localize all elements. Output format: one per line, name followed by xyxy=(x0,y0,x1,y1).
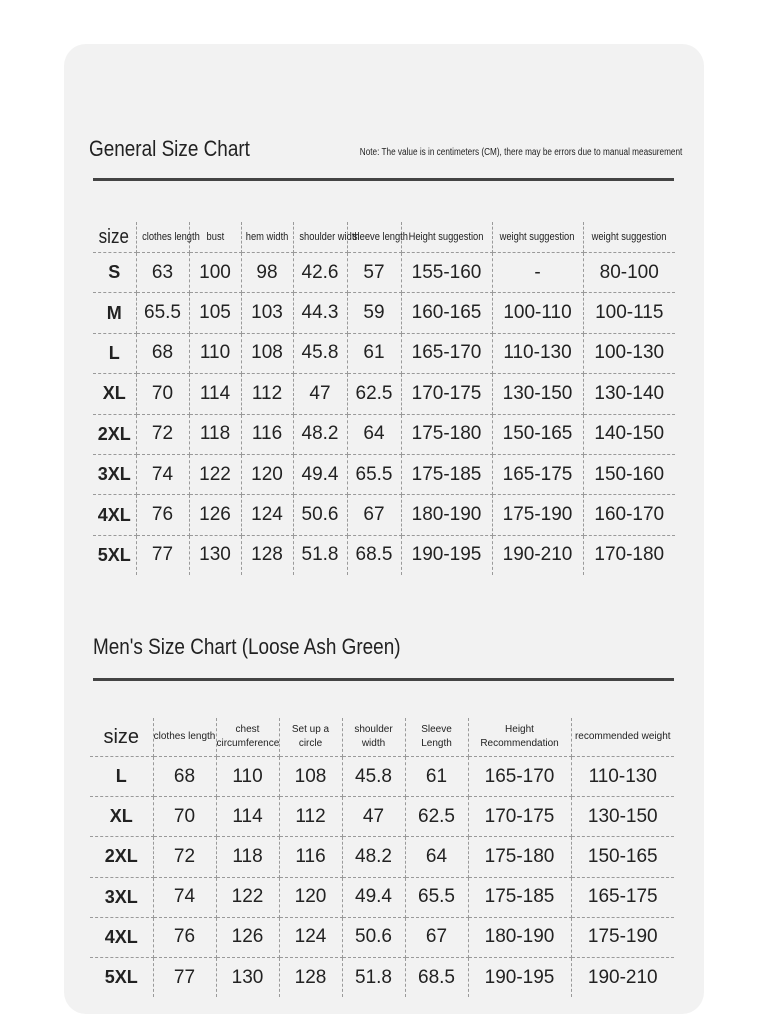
header-shoulder-width: shoulder width xyxy=(342,718,405,757)
table-cell: 42.6 xyxy=(293,253,347,293)
table-cell: 65.5 xyxy=(347,454,401,494)
size-label-cell: XL xyxy=(93,374,136,414)
table-cell: 155-160 xyxy=(401,253,492,293)
table-cell: 122 xyxy=(189,454,241,494)
table-cell: 76 xyxy=(136,495,189,535)
table-row xyxy=(93,374,675,414)
table-row xyxy=(93,414,675,454)
table-cell: 100 xyxy=(189,253,241,293)
header-recommended-weight: recommended weight xyxy=(571,718,674,757)
table-cell: 62.5 xyxy=(405,797,468,837)
table-cell: 118 xyxy=(216,837,279,877)
table-cell: 165-175 xyxy=(571,877,674,917)
mens-title-divider xyxy=(93,678,674,681)
table-cell: 140-150 xyxy=(583,414,675,454)
general-header-row xyxy=(93,222,675,253)
table-cell: 122 xyxy=(216,877,279,917)
measurement-note: Note: The value is in centimeters (CM), there may be errors due to manual measurement xyxy=(359,147,682,158)
table-cell: 160-170 xyxy=(583,495,675,535)
table-cell: 59 xyxy=(347,293,401,333)
table-cell: 67 xyxy=(347,495,401,535)
header-weight-suggestion-2: weight suggestion xyxy=(583,222,675,253)
table-cell: 110-130 xyxy=(571,757,674,797)
header-sleeve-length: Sleeve Length xyxy=(405,718,468,757)
header-size: size xyxy=(93,222,136,253)
table-cell: 47 xyxy=(342,797,405,837)
table-cell: 70 xyxy=(153,797,216,837)
table-cell: 105 xyxy=(189,293,241,333)
size-label-cell: 4XL xyxy=(90,917,153,957)
table-cell: 100-130 xyxy=(583,333,675,373)
header-hem-width: hem width xyxy=(241,222,293,253)
table-cell: 68.5 xyxy=(405,957,468,997)
table-cell: 110-130 xyxy=(492,333,583,373)
table-cell: 70 xyxy=(136,374,189,414)
table-row xyxy=(90,757,674,797)
table-row xyxy=(90,877,674,917)
table-cell: 112 xyxy=(279,797,342,837)
table-cell: 45.8 xyxy=(342,757,405,797)
table-cell: 165-170 xyxy=(468,757,571,797)
table-cell: 110 xyxy=(189,333,241,373)
table-cell: 48.2 xyxy=(342,837,405,877)
table-cell: 61 xyxy=(347,333,401,373)
table-cell: 50.6 xyxy=(293,495,347,535)
table-cell: 116 xyxy=(279,837,342,877)
table-cell: 130 xyxy=(189,535,241,575)
table-cell: 74 xyxy=(136,454,189,494)
table-cell: 175-180 xyxy=(468,837,571,877)
table-cell: 45.8 xyxy=(293,333,347,373)
table-cell: 190-210 xyxy=(587,966,658,988)
table-cell: 126 xyxy=(216,917,279,957)
table-cell: 47 xyxy=(293,374,347,414)
table-cell: 48.2 xyxy=(293,414,347,454)
table-cell: 150-165 xyxy=(492,414,583,454)
general-title-divider xyxy=(93,178,674,181)
table-cell: 51.8 xyxy=(342,957,405,997)
table-cell: 130-150 xyxy=(492,374,583,414)
table-cell: 68 xyxy=(153,757,216,797)
table-row xyxy=(93,333,675,373)
table-cell: 130-150 xyxy=(571,797,674,837)
table-cell: 63 xyxy=(136,253,189,293)
table-row xyxy=(93,454,675,494)
table-cell: 128 xyxy=(279,957,342,997)
table-cell: 112 xyxy=(241,374,293,414)
table-row xyxy=(90,837,674,877)
table-cell: 110 xyxy=(216,757,279,797)
general-size-table xyxy=(93,222,675,575)
table-cell: 108 xyxy=(241,333,293,373)
header-chest-circumference: chest circumference xyxy=(216,718,279,757)
table-row xyxy=(93,535,675,575)
size-label-cell: 2XL xyxy=(90,837,153,877)
table-cell: 190-195 xyxy=(401,535,492,575)
table-cell: 64 xyxy=(405,837,468,877)
table-cell: 51.8 xyxy=(293,535,347,575)
table-cell: 128 xyxy=(241,535,293,575)
table-cell: 175-190 xyxy=(571,917,674,957)
mens-header-row xyxy=(90,718,674,757)
table-cell: 50.6 xyxy=(342,917,405,957)
size-label-cell: 5XL xyxy=(93,535,136,575)
table-cell: 175-180 xyxy=(401,414,492,454)
table-cell: 190-210 xyxy=(492,535,583,575)
size-label-cell: 3XL xyxy=(90,877,153,917)
table-cell: 124 xyxy=(279,917,342,957)
table-row xyxy=(93,293,675,333)
table-row xyxy=(90,957,674,997)
table-cell: 49.4 xyxy=(293,454,347,494)
table-cell: 72 xyxy=(153,837,216,877)
table-cell: 190-195 xyxy=(468,957,571,997)
table-cell: 74 xyxy=(153,877,216,917)
table-cell: 160-165 xyxy=(401,293,492,333)
table-cell: 130 xyxy=(216,957,279,997)
table-cell: 62.5 xyxy=(347,374,401,414)
table-cell: 64 xyxy=(347,414,401,454)
header-set-up-a-circle: Set up a circle xyxy=(279,718,342,757)
size-label-cell: 5XL xyxy=(90,957,153,997)
table-cell: 170-175 xyxy=(401,374,492,414)
table-cell: 124 xyxy=(241,495,293,535)
size-label-cell: L xyxy=(90,757,153,797)
table-cell: 175-190 xyxy=(492,495,583,535)
table-cell: 100-110 xyxy=(492,293,583,333)
header-bust: bust xyxy=(189,222,241,253)
table-cell: 130-140 xyxy=(583,374,675,414)
table-cell: 100-115 xyxy=(583,293,675,333)
table-cell: 120 xyxy=(279,877,342,917)
table-cell: 170-180 xyxy=(594,544,665,566)
table-cell: 165-170 xyxy=(401,333,492,373)
table-cell: 68 xyxy=(136,333,189,373)
table-cell: 150-165 xyxy=(571,837,674,877)
table-cell: 77 xyxy=(136,535,189,575)
header-height-recommendation: Height Recommendation xyxy=(468,718,571,757)
table-cell: - xyxy=(492,253,583,293)
table-cell: 126 xyxy=(189,495,241,535)
table-cell: 180-190 xyxy=(468,917,571,957)
table-cell: 49.4 xyxy=(342,877,405,917)
header-height-suggestion: Height suggestion xyxy=(401,222,492,253)
table-cell: 65.5 xyxy=(136,293,189,333)
header-clothes-length: clothes length xyxy=(153,718,216,757)
table-row xyxy=(93,253,675,293)
header-clothes-length: clothes length xyxy=(136,222,189,253)
table-cell: 80-100 xyxy=(583,253,675,293)
header-size: size xyxy=(90,718,153,757)
table-cell: 120 xyxy=(241,454,293,494)
header-weight-suggestion: weight suggestion xyxy=(492,222,583,253)
size-label-cell: 4XL xyxy=(93,495,136,535)
table-cell: 118 xyxy=(189,414,241,454)
size-label-cell: M xyxy=(93,293,136,333)
table-cell: 175-185 xyxy=(468,877,571,917)
table-cell: 76 xyxy=(153,917,216,957)
table-cell: 175-185 xyxy=(401,454,492,494)
mens-size-table xyxy=(90,718,674,997)
size-label-cell: S xyxy=(93,253,136,293)
table-cell: 108 xyxy=(279,757,342,797)
size-label-cell: 3XL xyxy=(93,454,136,494)
table-cell: 67 xyxy=(405,917,468,957)
table-cell: 114 xyxy=(189,374,241,414)
size-label-cell: 2XL xyxy=(93,414,136,454)
table-cell: 103 xyxy=(241,293,293,333)
table-cell: 61 xyxy=(405,757,468,797)
general-size-chart-title: General Size Chart xyxy=(89,136,250,161)
table-row xyxy=(90,917,674,957)
table-cell: 114 xyxy=(216,797,279,837)
table-cell: 44.3 xyxy=(293,293,347,333)
table-cell: 77 xyxy=(153,957,216,997)
table-cell: 57 xyxy=(347,253,401,293)
table-cell: 180-190 xyxy=(401,495,492,535)
table-row xyxy=(90,797,674,837)
table-cell: 65.5 xyxy=(405,877,468,917)
table-cell: 165-175 xyxy=(492,454,583,494)
header-shoulder-width: shoulder width xyxy=(293,222,347,253)
size-label-cell: L xyxy=(93,333,136,373)
mens-size-chart-title: Men's Size Chart (Loose Ash Green) xyxy=(93,634,401,659)
table-cell: 72 xyxy=(136,414,189,454)
table-cell: 170-175 xyxy=(468,797,571,837)
header-sleeve-length: sleeve length xyxy=(347,222,401,253)
table-cell: 98 xyxy=(241,253,293,293)
table-cell: 116 xyxy=(241,414,293,454)
table-cell: 150-160 xyxy=(583,454,675,494)
size-label-cell: XL xyxy=(90,797,153,837)
table-cell: 68.5 xyxy=(347,535,401,575)
table-row xyxy=(93,495,675,535)
